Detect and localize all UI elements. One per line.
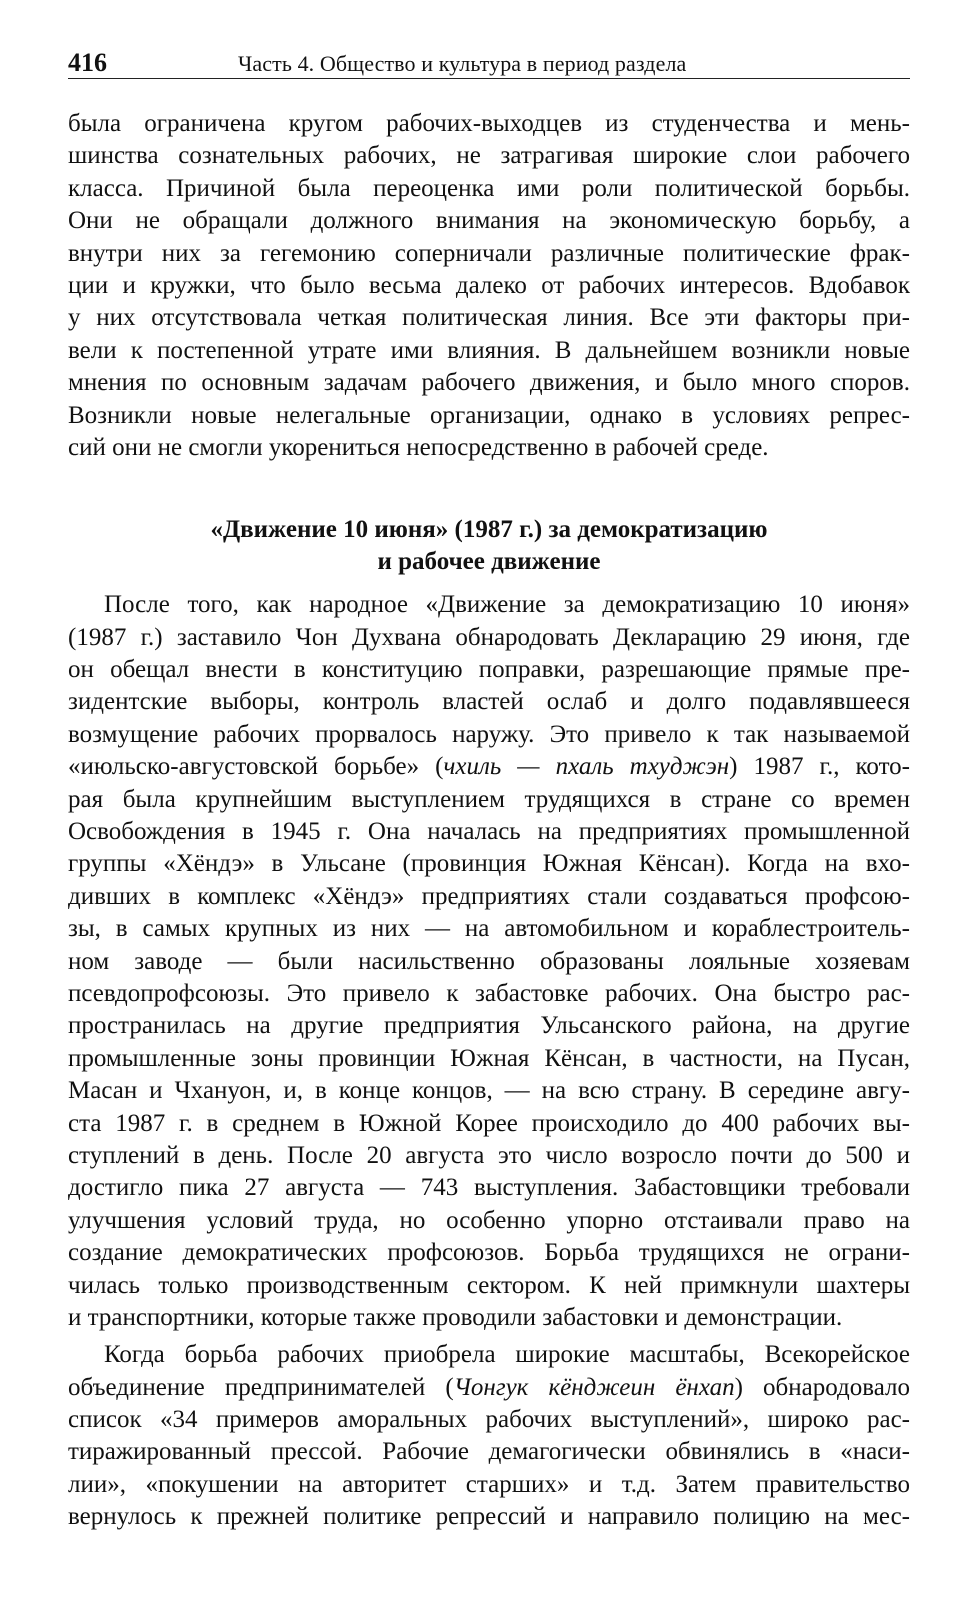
- text-line: ном заводе — были насильственно образованы лояльные хозяевам: [68, 947, 910, 975]
- text-line: тиражированный прессой. Рабочие демагогически обвинялись в «наси-: [68, 1438, 910, 1466]
- text-run: ) обнародовало: [734, 1373, 910, 1401]
- text-line: внутри них за гегемонию соперничали различные политические фрак-: [68, 239, 910, 267]
- text-line: зидентские выборы, контроль властей ослаб и долго подавлявшееся: [68, 688, 910, 716]
- text-run: ) 1987 г., кото-: [729, 753, 910, 781]
- text-line: чилась только производственным сектором. К ней примкнули шахтеры: [68, 1271, 910, 1299]
- text-line: дивших в комплекс «Хёндэ» предприятиях стали создаваться профсою-: [68, 882, 910, 910]
- section-heading-line: и рабочее движение: [377, 548, 601, 576]
- section-paragraph-2: [68, 1339, 910, 1533]
- text-line: возмущение рабочих прорвалось наружу. Это привело к так называемой: [68, 720, 910, 748]
- text-line: ста 1987 г. в среднем в Южной Корее происходило до 400 рабочих вы-: [68, 1109, 910, 1137]
- text-line: Масан и Чхануон, и, в конце концов, — на всю страну. В середине авгу-: [68, 1077, 910, 1105]
- text-line: была ограничена кругом рабочих-выходцев из студенчества и мень-: [68, 110, 910, 137]
- text-line: список «34 примеров аморальных рабочих выступлений», широко рас-: [68, 1406, 910, 1434]
- text-line: класса. Причиной была переоценка ими роли политической борьбы.: [68, 174, 910, 202]
- section-heading: [68, 514, 910, 578]
- text-line: и транспортники, которые также проводили забастовки и демонстрации.: [68, 1303, 843, 1331]
- text-line: псевдопрофсоюзы. Это привело к забастовке рабочих. Она быстро рас-: [68, 979, 910, 1007]
- text-line: лии», «покушении на авторитет старших» и т.д. Затем правительство: [68, 1470, 910, 1498]
- text-line: промышленные зоны провинции Южная Кёнсан, в частности, на Пусан,: [68, 1044, 910, 1072]
- text-run: «июльско-августовской борьбе» (: [68, 753, 444, 781]
- text-line: Когда борьба рабочих приобрела широкие масштабы, Всекорейское: [104, 1341, 910, 1369]
- section-heading-line: «Движение 10 июня» (1987 г.) за демократизацию: [210, 516, 768, 544]
- text-line: После того, как народное «Движение за демократизацию 10 июня»: [104, 591, 910, 619]
- page-body: [68, 108, 910, 1534]
- text-line: улучшения условий труда, но особенно упорно отстаивали право на: [68, 1206, 910, 1234]
- text-line: Они не обращали должного внимания на экономическую борьбу, а: [68, 207, 910, 235]
- text-line: ции и кружки, что было весьма далеко от рабочих интересов. Вдобавок: [68, 271, 910, 299]
- text-line-with-italic: [68, 751, 910, 783]
- italic-term: Чонгук кёнджеин ёнхап: [453, 1373, 735, 1401]
- page-header: [68, 44, 910, 79]
- text-line: у них отсутствовала четкая политическая линия. Все эти факторы при-: [68, 304, 910, 332]
- text-line: (1987 г.) заставило Чон Духвана обнародовать Декларацию 29 июня, где: [68, 623, 910, 651]
- text-line: шинства сознательных рабочих, не затрагивая широкие слои рабочего: [68, 142, 910, 170]
- text-line: он обещал внести в конституцию поправки, разрешающие прямые пре-: [68, 656, 910, 684]
- text-line: создание демократических профсоюзов. Борьба трудящихся не ограни-: [68, 1239, 910, 1267]
- text-line: группы «Хёндэ» в Ульсане (провинция Южная Кёнсан). Когда на вхо-: [68, 850, 910, 878]
- text-line: Освобождения в 1945 г. Она началась на предприятиях промышленной: [68, 818, 910, 846]
- text-line: рая была крупнейшим выступлением трудящихся в стране со времен: [68, 785, 910, 813]
- text-line: вернулось к прежней политике репрессий и направило полицию на мес-: [68, 1503, 910, 1531]
- running-head: Часть 4. Общество и культура в период раздела: [238, 51, 687, 76]
- text-line: мнения по основным задачам рабочего движения, и было много споров.: [68, 369, 910, 397]
- intro-paragraph: [68, 108, 910, 464]
- text-line: сий они не смогли укорениться непосредственно в рабочей среде.: [68, 433, 769, 461]
- text-run: объединение предпринимателей (: [68, 1373, 454, 1401]
- text-line: зы, в самых крупных из них — на автомобильном и кораблестроитель-: [68, 915, 910, 943]
- text-line: достигло пика 27 августа — 743 выступления. Забастовщики требовали: [68, 1174, 910, 1202]
- text-line: Возникли новые нелегальные организации, однако в условиях репрес-: [68, 401, 910, 429]
- page-number: 416: [68, 48, 107, 77]
- italic-term: чхиль — пхаль тхуджэн: [443, 753, 730, 781]
- section-paragraph-1: [68, 589, 910, 1334]
- text-line: ступлений в день. После 20 августа это число возросло почти до 500 и: [68, 1141, 910, 1169]
- text-line: пространилась на другие предприятия Ульсанского района, на другие: [68, 1012, 910, 1040]
- text-line: вели к постепенной утрате ими влияния. В дальнейшем возникли новые: [68, 336, 910, 364]
- text-line-with-italic: [68, 1372, 910, 1404]
